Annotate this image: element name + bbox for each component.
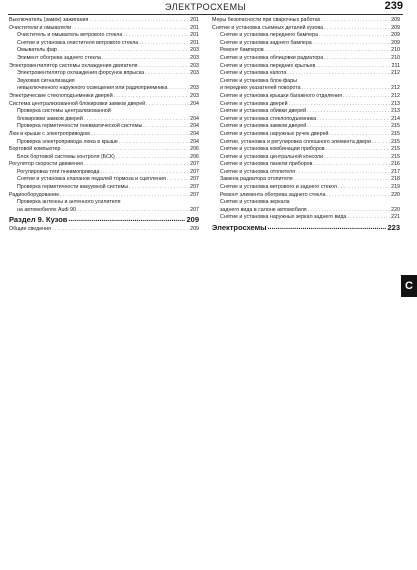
toc-entry <box>9 47 199 55</box>
toc-entry-page: 203 <box>190 54 199 61</box>
toc-leader-dots <box>343 93 390 101</box>
toc-entry-title: Меры безопасности при сварочных работах <box>212 17 321 23</box>
page-header <box>0 0 417 14</box>
toc-entry <box>9 63 199 71</box>
toc-entry-title: Снятие и установка комбинации приборов <box>220 146 325 153</box>
toc-entry-title: Выключатель (замок) зажигания <box>9 17 89 23</box>
toc-entry-page: 201 <box>190 39 199 46</box>
toc-entry <box>212 108 400 116</box>
toc-entry <box>212 184 400 192</box>
toc-entry-title: Проверка электропривода люка в крыше <box>17 138 118 145</box>
toc-entry-page: 203 <box>190 47 199 54</box>
toc-entry <box>212 192 400 200</box>
toc-entry-title: Регулировка тяги пневмопривода <box>17 168 100 175</box>
toc-entry-page: 204 <box>190 138 199 145</box>
toc-leader-dots <box>123 32 189 40</box>
toc-entry-title: Ремонт бамперов <box>220 47 264 54</box>
toc-entry <box>9 70 199 78</box>
toc-entry-page: 209 <box>391 32 400 39</box>
toc-leader-dots <box>324 25 390 33</box>
toc-entry-title: Снятие и установка панели приборов <box>220 161 313 168</box>
toc-leader-dots <box>129 184 189 192</box>
toc-entry-page: 218 <box>391 176 400 183</box>
toc-entry <box>9 93 199 101</box>
toc-entry-page: 203 <box>190 62 199 69</box>
toc-leader-dots <box>139 63 190 71</box>
toc-entry-title: Звуковая сигнализация <box>17 77 75 84</box>
toc-entry-title: Электровентилятор системы охлаждения двигателя <box>9 62 138 69</box>
toc-leader-dots <box>329 131 390 139</box>
toc-entry-title: Очиститель и омыватель ветрового стекла <box>17 32 123 39</box>
toc-leader-dots <box>77 207 189 215</box>
toc-entry-page: 216 <box>391 161 400 168</box>
toc-leader-dots <box>302 85 391 93</box>
section-side-tab: C <box>401 275 417 297</box>
toc-entry <box>212 40 400 48</box>
toc-entry-title: Снятие и установка отопителя <box>220 168 296 175</box>
toc-entry <box>9 131 199 139</box>
toc-entry-page: 203 <box>190 92 199 99</box>
toc-entry-title: Электросхемы <box>212 223 267 233</box>
toc-entry-title: Проверка антенны и антенного усилителя <box>17 199 121 206</box>
toc-entry-title: Снятие и установка ветрового и заднего стекол <box>220 184 337 191</box>
toc-entry-title: Снятие и установка переднего бампера <box>220 32 318 39</box>
toc-entry-title: и передних указателей поворота <box>220 85 301 92</box>
toc-leader-dots <box>91 131 189 139</box>
toc-entry-page: 203 <box>190 85 199 92</box>
header-rule <box>8 14 403 15</box>
toc-entry-page: 212 <box>391 70 400 77</box>
toc-entry-title: Электровентилятор охлаждения форсунок впрыска <box>17 70 145 77</box>
toc-entry-title: на автомобилях Audi 90 <box>17 206 76 213</box>
toc-entry <box>9 78 199 86</box>
toc-leader-dots <box>102 55 189 63</box>
toc-entry-title: Снятие и установка обивки дверей <box>220 108 307 115</box>
toc-entry-page: 206 <box>190 146 199 153</box>
toc-entry-page: 207 <box>190 161 199 168</box>
toc-leader-dots <box>265 47 390 55</box>
toc-entry-page: 220 <box>391 191 400 198</box>
toc-entry <box>212 47 400 55</box>
toc-entry <box>212 139 400 147</box>
toc-leader-dots <box>338 184 390 192</box>
toc-entry-title: Ремонт элемента обогрева заднего стекла <box>220 191 326 198</box>
toc-entry <box>9 207 199 215</box>
toc-entry <box>9 146 199 154</box>
toc-entry <box>9 85 199 93</box>
toc-leader-dots <box>84 161 189 169</box>
toc-entry-page: 221 <box>391 214 400 221</box>
toc-leader-dots <box>372 139 390 147</box>
toc-entry-page: 201 <box>190 32 199 39</box>
toc-entry <box>212 214 400 222</box>
toc-entry <box>212 101 400 109</box>
toc-entry-title: заднего вида в салоне автомобиля <box>220 206 307 213</box>
toc-leader-dots <box>324 55 390 63</box>
toc-entry-page: 212 <box>391 92 400 99</box>
toc-leader-dots <box>143 123 189 131</box>
toc-entry <box>9 176 199 184</box>
toc-entry <box>9 101 199 109</box>
toc-entry <box>9 25 199 33</box>
toc-entry-page: 215 <box>391 138 400 145</box>
toc-entry-page: 223 <box>387 223 400 233</box>
toc-entry-title: Электрические стеклоподъемники дверей <box>9 92 113 99</box>
toc-leader-dots <box>347 214 390 222</box>
toc-entry-title: Снятие и установка съемных деталей кузова <box>212 24 324 31</box>
toc-entry <box>9 192 199 200</box>
toc-entry-page: 206 <box>190 153 199 160</box>
toc-entry-title: Блок бортовой системы контроля (БСК) <box>17 153 115 160</box>
toc-entry-title: Очистители и омыватели <box>9 24 72 31</box>
toc-entry <box>212 32 400 40</box>
toc-leader-dots <box>316 63 390 71</box>
toc-entry <box>9 108 199 116</box>
toc-entry-title: Снятие и установка капота <box>220 70 287 77</box>
toc-leader-dots <box>287 70 390 78</box>
toc-entry <box>9 161 199 169</box>
toc-entry <box>212 131 400 139</box>
toc-section-heading <box>9 215 199 225</box>
toc-leader-dots <box>61 146 189 154</box>
page-number: 239 <box>384 0 403 12</box>
toc-entry-page: 210 <box>391 47 400 54</box>
toc-left-column <box>9 17 199 234</box>
toc-leader-dots <box>321 17 390 25</box>
toc-entry-title: Проверка герметичности вакуумной системы <box>17 184 129 191</box>
toc-entry-title: Снятие и установка передних крыльев <box>220 62 316 69</box>
toc-entry-title: Радиооборудование <box>9 191 60 198</box>
toc-entry-title: Снятие и установка облицовки радиатора <box>220 54 324 61</box>
toc-entry-title: невыключенного наружного освещения или радиоприемника <box>17 85 168 92</box>
toc-leader-dots <box>326 146 391 154</box>
toc-entry <box>9 184 199 192</box>
toc-entry-page: 219 <box>391 184 400 191</box>
toc-entry-title: Регулятор скорости движения <box>9 161 83 168</box>
toc-entry-page: 207 <box>190 168 199 175</box>
toc-leader-dots <box>294 176 391 184</box>
toc-entry-page: 211 <box>391 62 400 69</box>
toc-leader-dots <box>319 32 390 40</box>
toc-leader-dots <box>268 223 387 233</box>
toc-entry-title: Снятие и установка замков дверей <box>220 123 307 130</box>
toc-entry-page: 203 <box>190 70 199 77</box>
toc-entry-page: 204 <box>190 123 199 130</box>
toc-entry <box>212 85 400 93</box>
toc-entry <box>9 199 199 207</box>
toc-entry-page: 213 <box>391 100 400 107</box>
running-header-title: ЭЛЕКТРОСХЕМЫ <box>165 2 247 12</box>
toc-leader-dots <box>58 47 189 55</box>
toc-entry-title: Раздел 9. Кузов <box>9 215 68 225</box>
toc-leader-dots <box>313 40 390 48</box>
toc-entry <box>212 199 400 207</box>
toc-section-heading <box>212 223 400 233</box>
toc-entry-page: 217 <box>391 168 400 175</box>
toc-entry-page: 201 <box>190 24 199 31</box>
toc-entry-title: Снятие и установка очистителя ветрового стекла <box>17 39 139 46</box>
toc-entry <box>9 154 199 162</box>
toc-right-column <box>212 17 400 234</box>
toc-entry-page: 209 <box>186 215 199 225</box>
toc-entry-title: блокировки замков дверей <box>17 115 83 122</box>
toc-leader-dots <box>119 139 189 147</box>
toc-entry-title: Проверка герметичности пневматической системы <box>17 123 143 130</box>
toc-entry <box>9 32 199 40</box>
toc-entry-title: Снятие и установка клапанов педалей тормоза и сцепления <box>17 176 166 183</box>
toc-entry-page: 213 <box>391 108 400 115</box>
toc-entry <box>212 169 400 177</box>
toc-entry <box>212 70 400 78</box>
toc-entry <box>9 17 199 25</box>
toc-leader-dots <box>168 85 189 93</box>
toc-entry-title: Снятие и установка наружных ручек дверей <box>220 130 329 137</box>
toc-entry <box>212 25 400 33</box>
toc-leader-dots <box>313 161 390 169</box>
toc-entry <box>212 146 400 154</box>
toc-entry <box>9 40 199 48</box>
toc-entry-title: Снятие и установка блок-фары <box>220 77 297 84</box>
toc-entry-title: Система централизованной блокировки замков дверей <box>9 100 146 107</box>
toc-entry-title: Замена радиатора отопителя <box>220 176 293 183</box>
toc-leader-dots <box>296 169 390 177</box>
toc-entry-title: Люк в крыше с электроприводом <box>9 130 90 137</box>
toc-entry <box>212 55 400 63</box>
toc-leader-dots <box>72 25 189 33</box>
toc-entry <box>212 17 400 25</box>
toc-entry-title: Общие сведения <box>9 226 51 233</box>
toc-leader-dots <box>114 93 189 101</box>
toc-entry <box>9 55 199 63</box>
toc-leader-dots <box>68 215 185 225</box>
toc-entry-page: 220 <box>391 206 400 213</box>
toc-leader-dots <box>139 40 189 48</box>
toc-entry <box>212 63 400 71</box>
toc-leader-dots <box>308 207 390 215</box>
toc-entry <box>212 176 400 184</box>
toc-entry-title: Элемент обогрева заднего стекла <box>17 54 101 61</box>
toc-entry-page: 204 <box>190 130 199 137</box>
toc-entry <box>212 123 400 131</box>
toc-entry <box>9 139 199 147</box>
toc-entry-page: 209 <box>391 24 400 31</box>
toc-leader-dots <box>324 154 390 162</box>
toc-entry-page: 209 <box>190 226 199 233</box>
toc-entry <box>9 123 199 131</box>
toc-entry-page: 204 <box>190 115 199 122</box>
toc-entry-title: Снятие и установка стеклоподъемника <box>220 115 317 122</box>
toc-leader-dots <box>145 70 189 78</box>
toc-leader-dots <box>89 17 189 25</box>
toc-entry-page: 212 <box>391 85 400 92</box>
toc-entry-page: 207 <box>190 191 199 198</box>
toc-leader-dots <box>52 226 189 234</box>
toc-entry-page: 209 <box>391 17 400 23</box>
toc-leader-dots <box>167 176 189 184</box>
toc-entry-title: Бортовой компьютер <box>9 146 61 153</box>
toc-entry <box>212 93 400 101</box>
toc-leader-dots <box>146 101 189 109</box>
toc-entry-title: Снятие и установка зеркала <box>220 199 290 206</box>
toc-entry-page: 209 <box>391 39 400 46</box>
toc-leader-dots <box>307 108 390 116</box>
toc-entry-title: Омыватель фар <box>17 47 57 54</box>
toc-entry-page: 207 <box>190 184 199 191</box>
toc-entry-page: 207 <box>190 206 199 213</box>
toc-entry <box>212 207 400 215</box>
toc-entry-page: 204 <box>190 100 199 107</box>
toc-entry <box>212 154 400 162</box>
toc-entry-page: 207 <box>190 176 199 183</box>
toc-leader-dots <box>116 154 189 162</box>
toc-entry-page: 201 <box>190 17 199 23</box>
toc-entry-page: 210 <box>391 54 400 61</box>
toc-entry <box>212 161 400 169</box>
toc-entry-title: Снятие и установка наружных зеркал заднего вида <box>220 214 347 221</box>
toc-entry-page: 215 <box>391 153 400 160</box>
toc-leader-dots <box>317 116 390 124</box>
toc-leader-dots <box>60 192 189 200</box>
toc-leader-dots <box>326 192 390 200</box>
toc-entry-title: Снятие и установка дверей <box>220 100 288 107</box>
toc-entry-title: Снятие, установка и регулировка сплошного элемента двери <box>220 138 371 145</box>
toc-entry-title: Снятие и установка крышки багажного отделения <box>220 92 343 99</box>
toc-leader-dots <box>307 123 390 131</box>
toc-entry-page: 215 <box>391 123 400 130</box>
toc-entry <box>9 226 199 234</box>
toc-leader-dots <box>289 101 391 109</box>
toc-entry-title: Снятие и установка центральной консоли <box>220 153 324 160</box>
toc-entry-page: 214 <box>391 115 400 122</box>
toc-entry-page: 215 <box>391 130 400 137</box>
toc-entry-title: Проверка системы централизованной <box>17 108 111 115</box>
toc-entry-page: 215 <box>391 146 400 153</box>
toc-entry-title: Снятие и установка заднего бампера <box>220 39 312 46</box>
